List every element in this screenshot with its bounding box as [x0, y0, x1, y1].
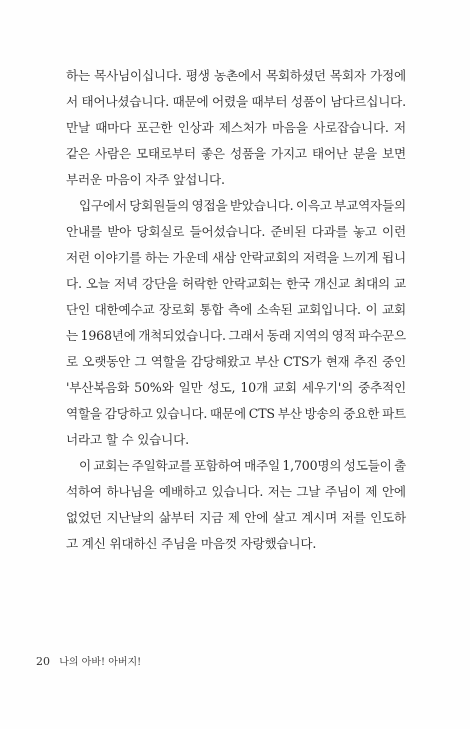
paragraph: [66, 63, 406, 193]
page-footer: [36, 653, 141, 668]
text-line: 단인 대한예수교 장로회 통합 측에 소속된 교회입니다. 이 교회: [66, 302, 406, 317]
text-line: 없었던 지난날의 삶부터 지금 제 안에 살고 계시며 저를 인도하: [66, 510, 406, 525]
text-line: 석하여 하나님을 예배하고 있습니다. 저는 그날 주님이 제 안에: [66, 484, 406, 499]
text-line: 하는 목사님이십니다. 평생 농촌에서 목회하셨던 목회자 가정에: [66, 68, 406, 83]
text-line: 역할을 감당하고 있습니다. 때문에 CTS 부산 방송의 중요한 파트: [66, 406, 406, 421]
text-line: 만날 때마다 포근한 인상과 제스처가 마음을 사로잡습니다. 저: [66, 120, 406, 135]
paragraph: [66, 193, 406, 453]
text-line: 입구에서 당회원들의 영접을 받았습니다. 이윽고 부교역자들의: [79, 198, 406, 213]
text-line: 고 계신 위대하신 주님을 마음껏 자랑했습니다.: [66, 536, 317, 551]
text-line: 서 태어나셨습니다. 때문에 어렸을 때부터 성품이 남다르십니다.: [66, 94, 406, 109]
text-line: 부러운 마음이 자주 앞섭니다.: [66, 172, 225, 187]
text-line: '부산복음화 50%와 일만 성도, 10개 교회 세우기'의 중추적인: [66, 380, 406, 395]
paragraph: [66, 453, 406, 557]
text-line: 이 교회는 주일학교를 포함하여 매주일 1,700명의 성도들이 출: [79, 458, 406, 473]
body-text: [66, 63, 406, 557]
running-title: 나의 아바! 아버지!: [59, 657, 142, 668]
text-line: 는 1968년에 개척되었습니다. 그래서 동래 지역의 영적 파수꾼으: [66, 328, 406, 343]
text-line: 너라고 할 수 있습니다.: [66, 432, 189, 447]
text-line: 로 오랫동안 그 역할을 감당해왔고 부산 CTS가 현재 추진 중인: [66, 354, 406, 369]
text-line: 안내를 받아 당회실로 들어섰습니다. 준비된 다과를 놓고 이런: [66, 224, 406, 239]
text-line: 저런 이야기를 하는 가운데 새삼 안락교회의 저력을 느끼게 됩니: [66, 250, 406, 265]
text-line: 다. 오늘 저녁 강단을 허락한 안락교회는 한국 개신교 최대의 교: [66, 276, 406, 291]
text-line: 같은 사람은 모태로부터 좋은 성품을 가지고 태어난 분을 보면: [66, 146, 406, 161]
page-number: 20: [36, 655, 50, 668]
